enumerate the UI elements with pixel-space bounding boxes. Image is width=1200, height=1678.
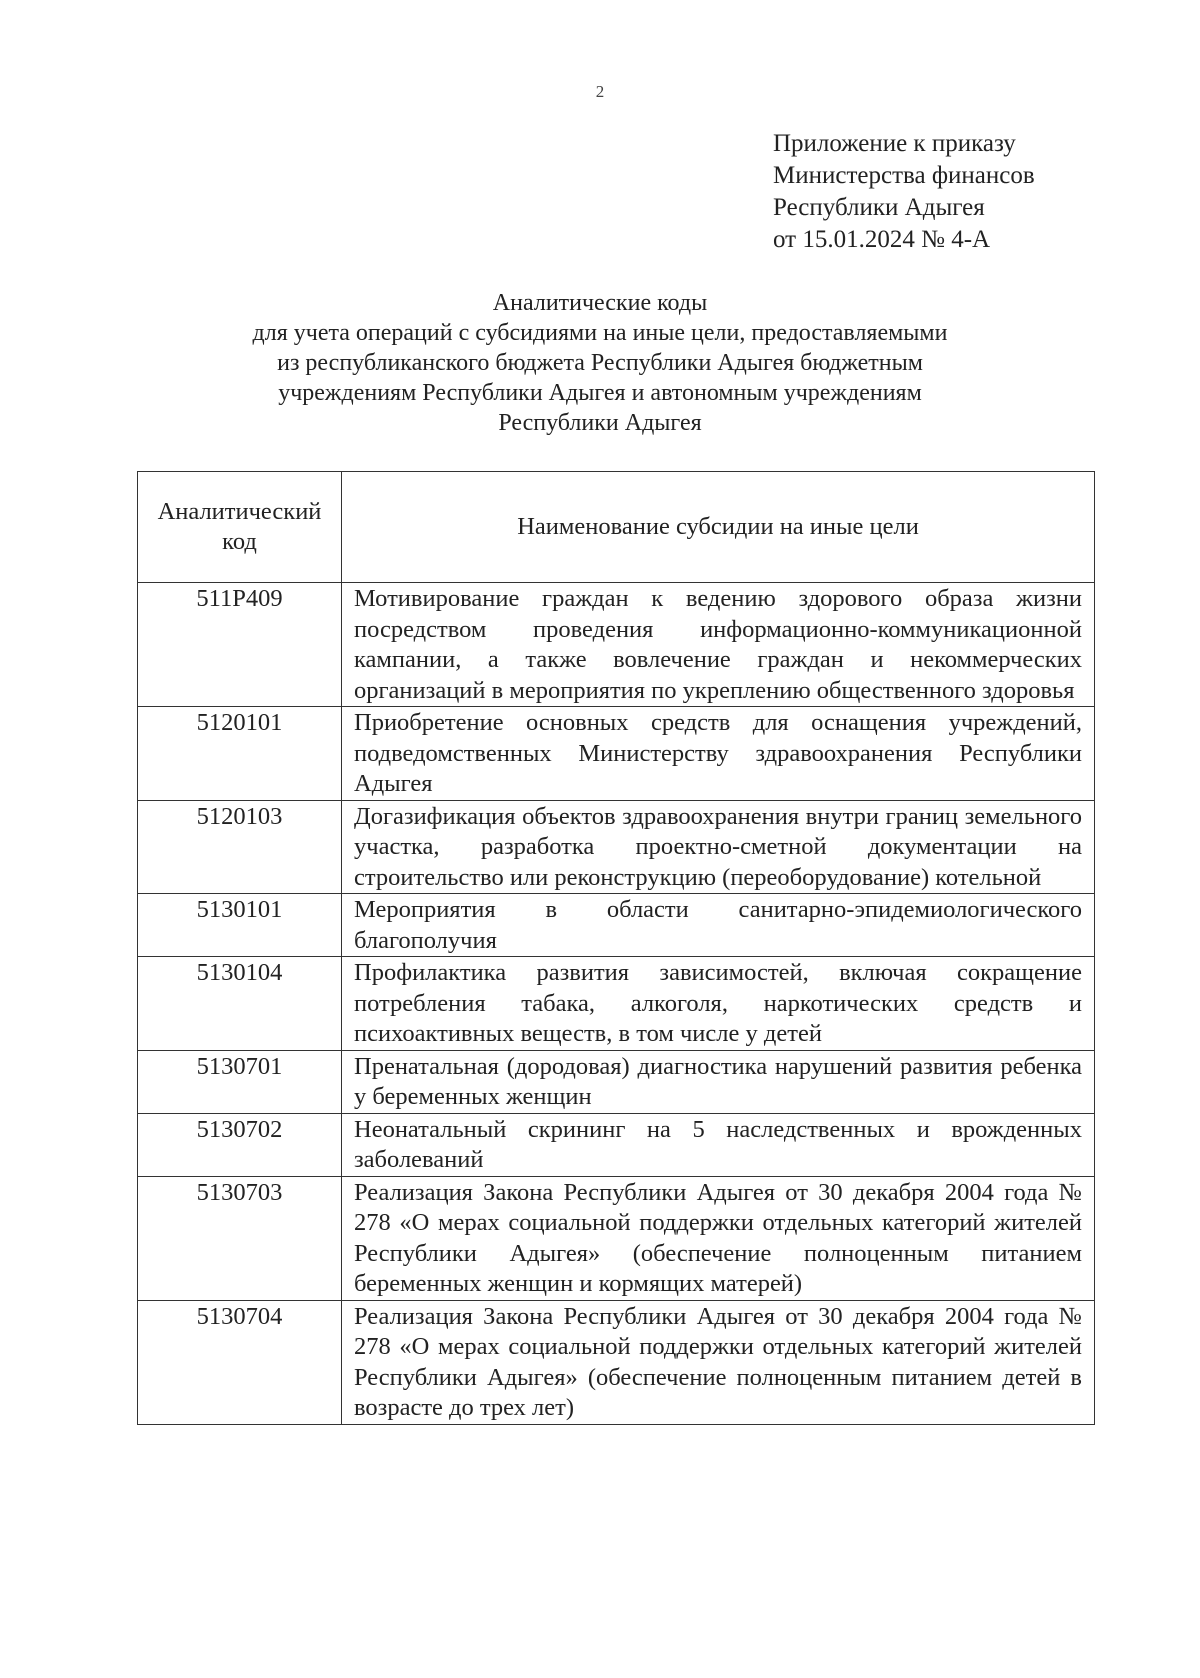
table-row [138, 1300, 1095, 1424]
table-row [138, 957, 1095, 1051]
table-row [138, 1050, 1095, 1113]
heading-line: из республиканского бюджета Республики Адыгея бюджетным [277, 350, 923, 376]
heading-title: Аналитические коды [492, 290, 708, 316]
code-cell: 5120101 [138, 707, 342, 801]
name-cell: Догазификация объектов здравоохранения внутри границ земельного участка, разработка проектно-сметной документации на строительство или реконструкцию (переоборудование) котельной [342, 800, 1095, 894]
code-cell: 5130701 [138, 1050, 342, 1113]
heading-line: Республики Адыгея [498, 410, 702, 436]
name-cell: Пренатальная (дородовая) диагностика нарушений развития ребенка у беременных женщин [342, 1050, 1095, 1113]
table-row [138, 1176, 1095, 1300]
table-row [138, 894, 1095, 957]
code-cell: 5130101 [138, 894, 342, 957]
heading-line: для учета операций с субсидиями на иные цели, предоставляемыми [252, 320, 948, 346]
attachment-line: Приложение к приказу [773, 130, 1016, 157]
attachment-line: Республики Адыгея [773, 194, 985, 221]
table-row [138, 707, 1095, 801]
code-cell: 5130702 [138, 1113, 342, 1176]
column-header-code: Аналитический код [138, 472, 342, 583]
attachment-line: Министерства финансов [773, 162, 1035, 189]
code-cell: 5120103 [138, 800, 342, 894]
heading-line: учреждениям Республики Адыгея и автономным учреждениям [278, 380, 922, 406]
name-cell: Реализация Закона Республики Адыгея от 30 декабря 2004 года № 278 «О мерах социальной поддержки отдельных категорий жителей Республики Адыгея» (обеспечение полноценным питанием детей в возрасте до трех лет) [342, 1300, 1095, 1424]
code-cell: 5130704 [138, 1300, 342, 1424]
page-number: 2 [595, 82, 605, 101]
name-cell: Мероприятия в области санитарно-эпидемиологического благополучия [342, 894, 1095, 957]
code-cell: 5130104 [138, 957, 342, 1051]
attachment-line: от 15.01.2024 № 4-А [773, 226, 991, 253]
name-cell: Приобретение основных средств для оснащения учреждений, подведомственных Министерству здравоохранения Республики Адыгея [342, 707, 1095, 801]
document-heading [0, 288, 1200, 438]
code-cell: 5130703 [138, 1176, 342, 1300]
name-cell: Мотивирование граждан к ведению здорового образа жизни посредством проведения информационно-коммуникационной кампании, а также вовлечение граждан и некоммерческих организаций в мероприятия по укреплению общественного здоровья [342, 583, 1095, 707]
name-cell: Профилактика развития зависимостей, включая сокращение потребления табака, алкоголя, наркотических средств и психоактивных веществ, в том числе у детей [342, 957, 1095, 1051]
analytic-codes-table [137, 471, 1095, 1425]
table-row [138, 583, 1095, 707]
code-cell: 511P409 [138, 583, 342, 707]
table-header-row [138, 472, 1095, 583]
table-row [138, 1113, 1095, 1176]
column-header-name: Наименование субсидии на иные цели [342, 472, 1095, 583]
attachment-block [773, 128, 1035, 256]
name-cell: Реализация Закона Республики Адыгея от 30 декабря 2004 года № 278 «О мерах социальной поддержки отдельных категорий жителей Республики Адыгея» (обеспечение полноценным питанием беременных женщин и кормящих матерей) [342, 1176, 1095, 1300]
table-row [138, 800, 1095, 894]
name-cell: Неонатальный скрининг на 5 наследственных и врожденных заболеваний [342, 1113, 1095, 1176]
